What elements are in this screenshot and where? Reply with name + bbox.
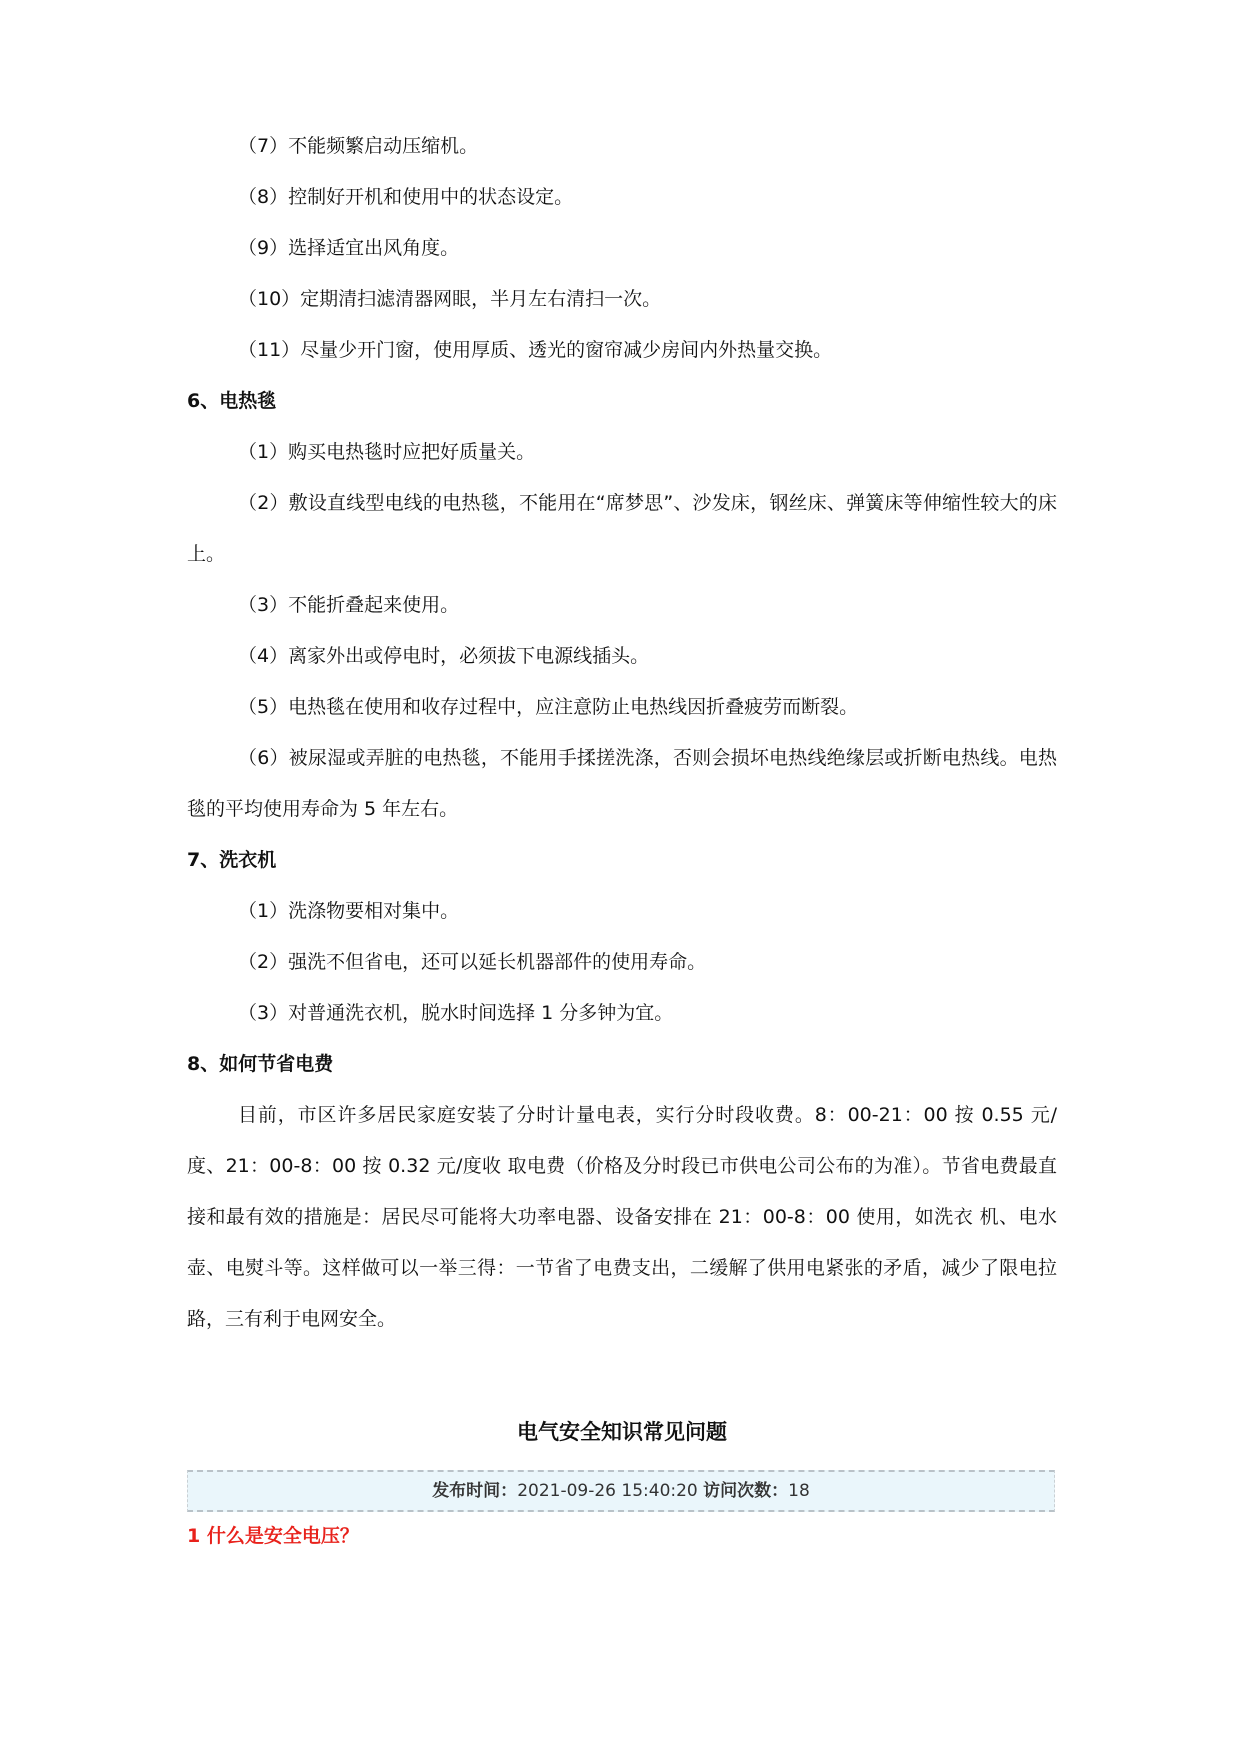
tip-item: （9）选择适宜出风角度。 <box>238 237 460 259</box>
section-heading-saving-electricity: 8、如何节省电费 <box>187 1053 334 1075</box>
tip-item: （3）不能折叠起来使用。 <box>238 594 460 616</box>
saving-paragraph: 目前，市区许多居民家庭安装了分时计量电表，实行分时段收费。8：00-21：00 按 0.55 元/度、21：00-8：00 按 0.32 元/度收 取电费（价格及分时段已市供电公司公布的为准）。节省电费最直接和最有效的措施是：居民尽可能将大功率电器、设备安排在 21：00-8：00 使用，如洗衣 机、电水壶、电熨斗等。这样做可以一举三得：一节省了电费支出，二缓解了供用电紧张的矛盾，减少了限电拉路，三有利于电网安全。 <box>187 1104 1057 1330</box>
publish-time-label: 发布时间： <box>432 1481 518 1501</box>
section-heading-electric-blanket: 6、电热毯 <box>187 390 277 412</box>
section-heading-washing-machine: 7、洗衣机 <box>187 849 277 871</box>
aircon-tips-block <box>187 121 1057 1345</box>
tip-item: （6）被尿湿或弄脏的电热毯，不能用手揉搓洗涤，否则会损坏电热线绝缘层或折断电热线。电热毯的平均使用寿命为 5 年左右。 <box>187 747 1057 820</box>
tip-item: （1）洗涤物要相对集中。 <box>238 900 460 922</box>
tip-item: （11）尽量少开门窗，使用厚质、透光的窗帘减少房间内外热量交换。 <box>238 339 833 361</box>
question-heading: 1 什么是安全电压？ <box>187 1525 359 1547</box>
article-title: 电气安全知识常见问题 <box>517 1420 727 1444</box>
tip-item: （10）定期清扫滤清器网眼，半月左右清扫一次。 <box>238 288 662 310</box>
visit-count-value: 18 <box>788 1481 810 1501</box>
tip-item: （2）强洗不但省电，还可以延长机器部件的使用寿命。 <box>238 951 707 973</box>
tip-item: （8）控制好开机和使用中的状态设定。 <box>238 186 574 208</box>
article-meta-bar <box>187 1470 1055 1512</box>
tip-item: （5）电热毯在使用和收存过程中，应注意防止电热线因折叠疲劳而断裂。 <box>238 696 859 718</box>
tip-item: （1）购买电热毯时应把好质量关。 <box>238 441 536 463</box>
publish-time-value: 2021-09-26 15:40:20 <box>517 1481 698 1501</box>
tip-item: （3）对普通洗衣机，脱水时间选择 1 分多钟为宜。 <box>238 1002 674 1024</box>
tip-item: （4）离家外出或停电时，必须拔下电源线插头。 <box>238 645 650 667</box>
visit-count-label: 访问次数： <box>703 1481 789 1501</box>
tip-item: （7）不能频繁启动压缩机。 <box>238 135 479 157</box>
tip-item: （2）敷设直线型电线的电热毯，不能用在“席梦思”、沙发床，钢丝床、弹簧床等伸缩性较大的床上。 <box>187 492 1057 565</box>
